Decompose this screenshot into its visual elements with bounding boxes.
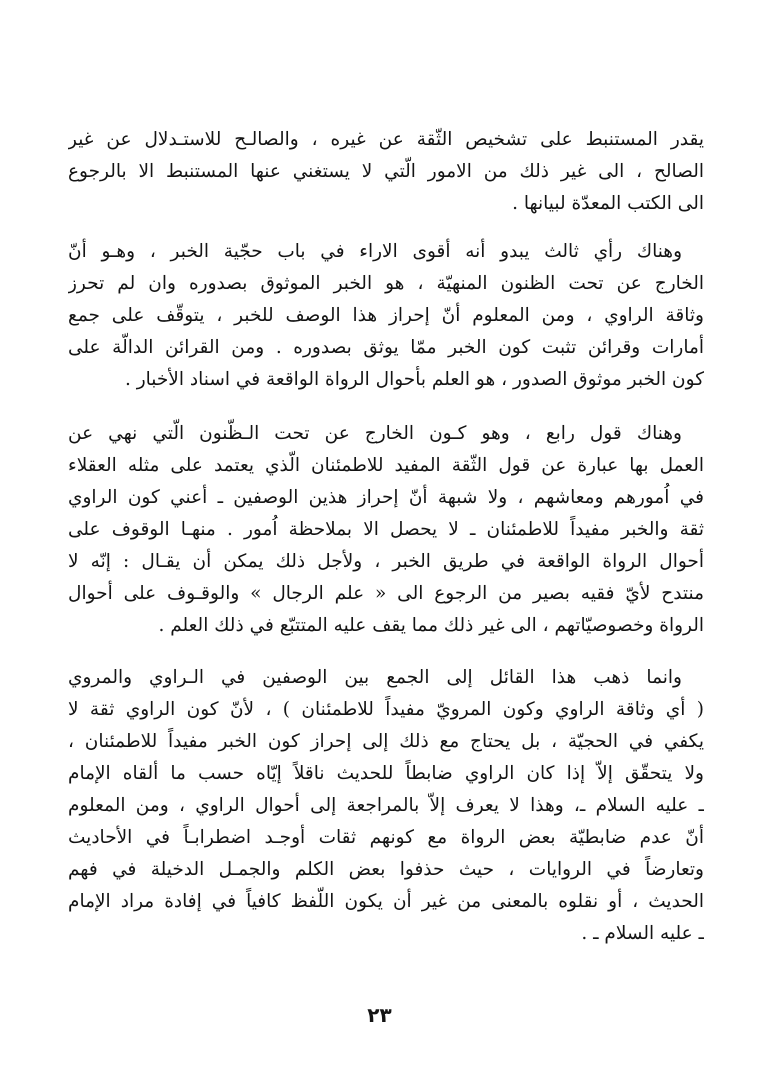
text-line: وثاقة الراوي ، ومن المعلوم أنّ إحراز هذا الوصف للخبر ، يتوقّف على جمع — [68, 305, 704, 326]
text-line: وانما ذهب هذا القائل إلى الجمع بين الوصفين في الـراوي والمروي — [68, 667, 682, 688]
text-line: ـ عليه السلام ـ . — [581, 923, 704, 944]
text-line: الخارج عن تحت الظنون المنهيّة ، هو الخبر الموثوق بصدوره وان لم تحرز — [68, 273, 704, 294]
paragraph-2 — [68, 236, 704, 396]
text-line: وتعارضاً في الروايات ، حيث حذفوا بعض الكلم والجمـل الدخيلة في فهم — [68, 859, 704, 880]
text-line: أنّ عدم ضابطيّة بعض الرواة مع كونهم ثقات أوجـد اضطرابـاً في الأحاديث — [68, 827, 704, 848]
text-line: يقدر المستنبط على تشخيص الثّقة عن غيره ، والصالـح للاستـدلال عن غير — [68, 129, 704, 150]
text-line: أمارات وقرائن تثبت كون الخبر ممّا يوثق بصدوره . ومن القرائن الدالّة على — [68, 337, 704, 358]
text-line: منتدح لأيّ فقيه بصير من الرجوع الى « علم الرجال » والوقـوف على أحوال — [68, 583, 704, 604]
text-line: ثقة والخبر مفيداً للاطمئنان ـ لا يحصل الا بملاحظة اُمور . منهـا الوقوف على — [68, 519, 704, 540]
text-line: ـ عليه السلام ـ، وهذا لا يعرف إلاّ بالمراجعة إلى أحوال الراوي ، ومن المعلوم — [68, 795, 704, 816]
text-line: الى الكتب المعدّة لبيانها . — [512, 193, 704, 214]
text-line: أحوال الرواة الواقعة في طريق الخبر ، ولأجل ذلك يمكن أن يقـال : إنّه لا — [68, 551, 704, 572]
text-line: العمل بها عبارة عن قول الثّقة المفيد للاطمئنان الّذي يعتمد على مثله العقلاء — [68, 455, 704, 476]
text-line: ولا يتحقّق إلاّ إذا كان الراوي ضابطاً للحديث ناقلاً إيّاه حسب ما ألقاه الإمام — [68, 763, 704, 784]
text-line: ( أي وثاقة الراوي وكون المرويّ مفيداً للاطمئنان ) ، لأنّ كون الراوي ثقة لا — [68, 699, 704, 720]
text-line: الحديث ، أو نقلوه بالمعنى من غير أن يكون اللّفظ كافياً في إفادة مراد الإمام — [68, 891, 704, 912]
text-line: وهناك قول رابع ، وهو كـون الخارج عن تحت الـظّنون الّتي نهي عن — [68, 423, 682, 444]
page-number: ٢٣ — [367, 1003, 392, 1027]
paragraph-4 — [68, 662, 704, 950]
text-line: في اُمورهم ومعاشهم ، ولا شبهة أنّ إحراز هذين الوصفين ـ أعني كون الراوي — [68, 487, 704, 508]
text-line: الرواة وخصوصيّاتهم ، الى غير ذلك مما يقف عليه المتتبّع في ذلك العلم . — [158, 615, 704, 636]
paragraph-1 — [68, 124, 704, 220]
paragraph-3 — [68, 418, 704, 642]
text-line: يكفي في الحجيّة ، بل يحتاج مع ذلك إلى إحراز كون الخبر مفيداً للاطمئنان ، — [68, 731, 704, 752]
text-line: كون الخبر موثوق الصدور ، هو العلم بأحوال الرواة الواقعة في اسناد الأخبار . — [124, 369, 704, 390]
text-line: وهناك رأي ثالث يبدو أنه أقوى الاراء في باب حجّية الخبر ، وهـو أنّ — [68, 241, 682, 262]
text-line: الصالح ، الى غير ذلك من الامور الّتي لا يستغني عنها المستنبط الا بالرجوع — [68, 161, 704, 182]
